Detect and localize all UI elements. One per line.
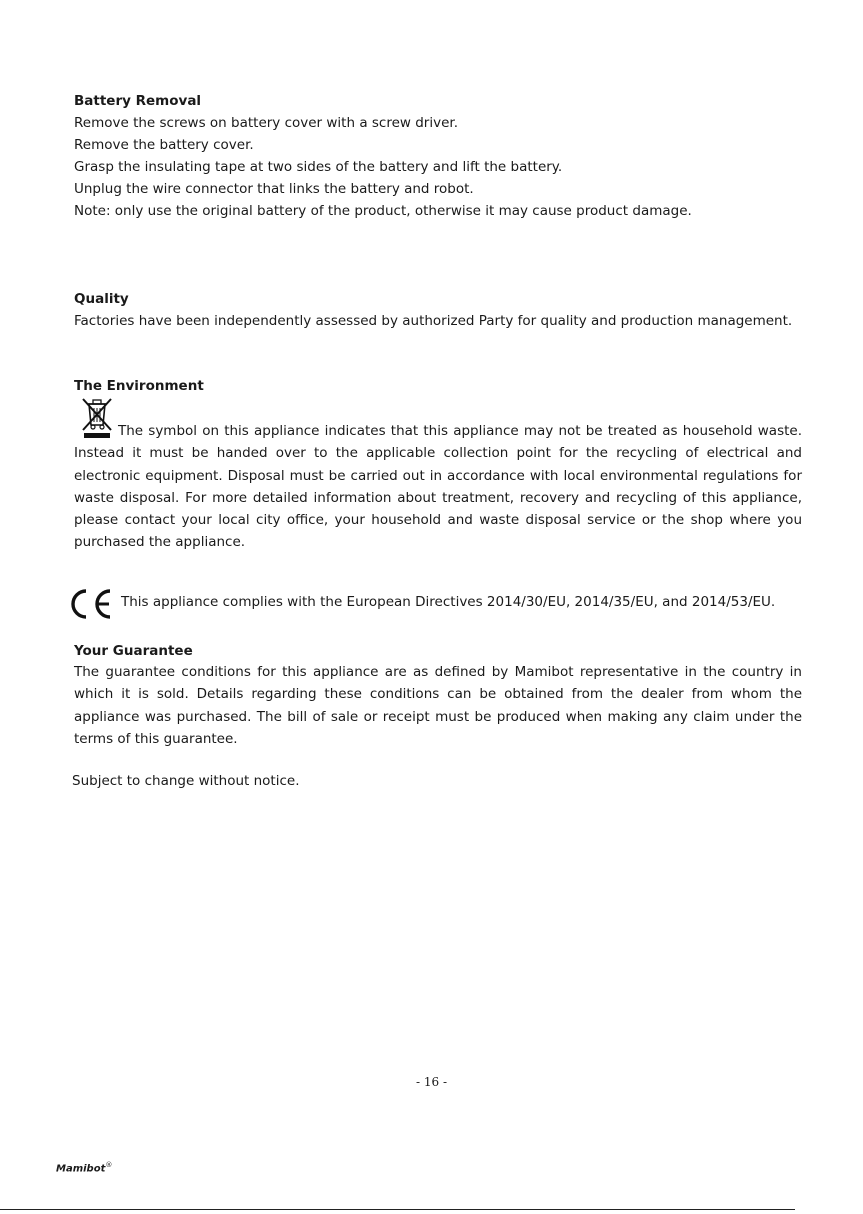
quality-text: Factories have been independently assessed by authorized Party for quality and production management. [74, 313, 793, 329]
battery-removal-heading: Battery Removal [74, 93, 202, 109]
ce-mark-icon [68, 588, 114, 620]
change-notice: Subject to change without notice. [72, 773, 300, 789]
guarantee-text: The guarantee conditions for this appliance are as defined by Mamibot representative in the country in which it is sold. Details regarding these conditions can be obtained from the dealer from whom the appliance was purchased. The bill of sale or receipt must be produced when making any claim under the terms of this guarantee. [74, 664, 802, 747]
registered-mark: ® [105, 1161, 113, 1169]
page-number: - 16 - [415, 1075, 447, 1089]
battery-step-2: Remove the battery cover. [74, 137, 254, 153]
battery-step-1: Remove the screws on battery cover with a screw driver. [74, 115, 459, 131]
brand-logo [56, 1161, 112, 1174]
quality-heading: Quality [74, 291, 129, 307]
footer-rule [0, 1209, 795, 1210]
environment-text: The symbol on this appliance indicates that this appliance may not be treated as household waste. Instead it must be handed over to the applicable collection point for the recycling of electrical and electronic equipment. Disposal must be carried out in accordance with local environmental regulations for waste disposal. For more detailed information about treatment, recovery and recycling of this appliance, please contact your local city office, your household and waste disposal service or the shop where you purchased the appliance. [74, 423, 802, 551]
brand-name: Mamibot [56, 1163, 106, 1175]
environment-heading: The Environment [74, 378, 204, 394]
ce-compliance-text: This appliance complies with the European Directives 2014/30/EU, 2014/35/EU, and 2014/53/EU. [121, 594, 776, 610]
guarantee-heading: Your Guarantee [74, 643, 193, 659]
battery-step-3: Grasp the insulating tape at two sides of the battery and lift the battery. [74, 159, 563, 175]
battery-note: Note: only use the original battery of the product, otherwise it may cause product damage. [74, 203, 692, 219]
battery-step-4: Unplug the wire connector that links the battery and robot. [74, 181, 474, 197]
